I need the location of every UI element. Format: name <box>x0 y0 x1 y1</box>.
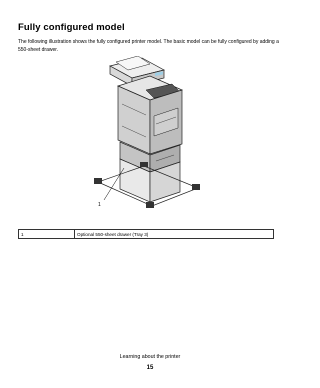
footer-chapter-title: Learning about the printer <box>119 354 181 360</box>
section-heading: Fully configured model <box>18 22 125 33</box>
footer-page-number: 15 <box>146 365 154 371</box>
callout-number: 1 <box>21 231 24 237</box>
printer-illustration <box>80 56 220 216</box>
callout-table <box>18 229 274 239</box>
foot-back <box>140 162 148 167</box>
callout-label: 1 <box>98 202 101 208</box>
foot-left <box>94 178 102 184</box>
intro-paragraph: The following illustration shows the fully configured printer model. The basic model can be fully configured by adding a 550-sheet drawer. <box>18 39 279 53</box>
foot-front <box>146 202 154 208</box>
table-divider <box>74 230 75 238</box>
foot-right <box>192 184 200 190</box>
callout-description: Optional 550-sheet drawer (Tray 3) <box>77 231 149 237</box>
